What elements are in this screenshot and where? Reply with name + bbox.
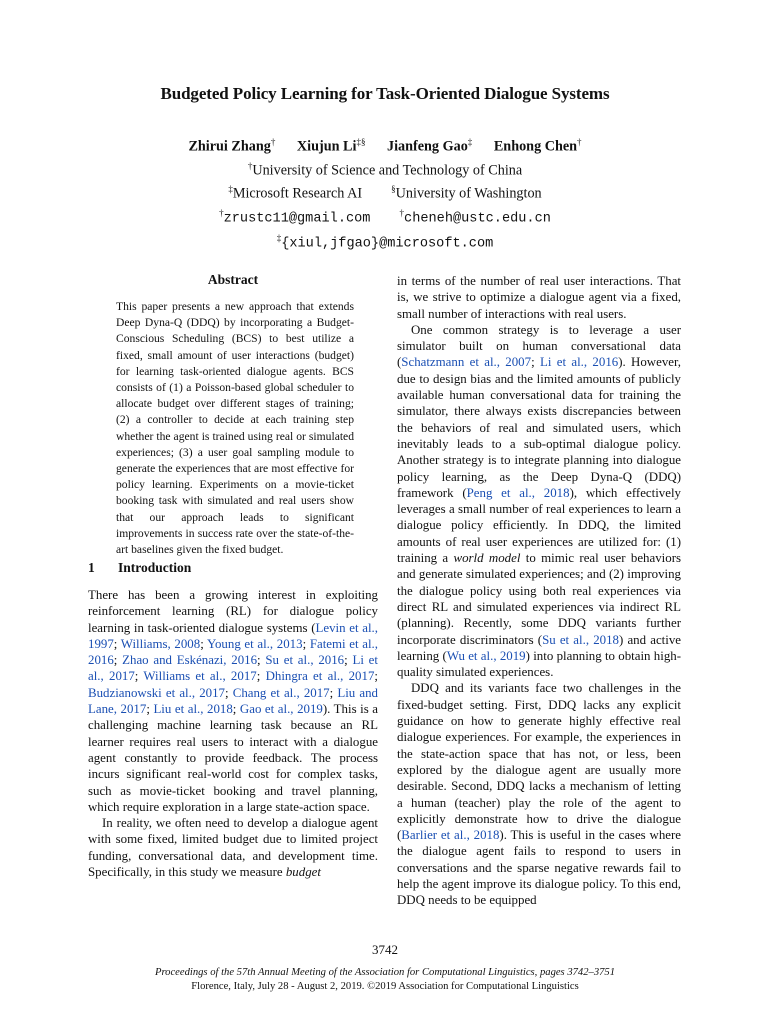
author-mark: ‡§	[356, 137, 366, 147]
citation-link[interactable]: Chang et al., 2017	[232, 685, 330, 700]
abstract-text: This paper presents a new approach that extends Deep Dyna-Q (DDQ) by incorporating a Budget-Conscious Scheduling (BCS) to best utilize a fixed, small amount of user interactions (budget) for learning task-oriented dialogue agents. BCS consists of (1) a Poisson-based global scheduler to allocate budget over different stages of training; (2) a controller to decide at each training step whether the agent is trained using real or simulated experiences; (3) a user goal sampling module to generate the experiences that are most effective for policy learning. Experiments on a movie-ticket booking task with simulated and real users show that our approach leads to significant improvements in success rate over the state-of-the-art baselines given the fixed budget.	[116, 300, 354, 557]
affiliation-line-1: †University of Science and Technology of China	[247, 160, 523, 179]
page-number: 3742	[372, 942, 398, 957]
author-mark: †	[270, 137, 276, 147]
citation-link[interactable]: Liu and Lane, 2017	[88, 685, 378, 717]
author-names	[0, 133, 770, 157]
paragraph-intro-4: DDQ and its variants face two challenges in the fixed-budget setting. First, DDQ lacks any explicit guidance on how to generate highly effective real dialogue experiences. For example, the experiences in the state-action space that has not, or less, been explored by the dialogue agent are usually more desirable. Second, DDQ lacks a mechanism of letting a human (teacher) play the role of the agent to explicitly demonstrate how to drive the dialogue (Barlier et al., 2018). This is useful in the cases where the dialogue agent fails to respond to users in conversations and the sparse negative rewards fail to help the agent improve its dialogue policy. To this end, DDQ needs to be equipped	[397, 681, 681, 908]
author-name: Enhong Chen	[493, 138, 578, 155]
citation-link[interactable]: Li et al., 2017	[88, 653, 378, 684]
citation-link[interactable]: Young et al., 2013	[206, 636, 303, 651]
abstract-heading: Abstract	[207, 272, 259, 287]
author-block	[0, 133, 770, 254]
affiliation: University of Washington	[395, 186, 542, 203]
citation-link[interactable]: Schatzmann et al., 2007	[401, 355, 532, 370]
proceedings-footer	[0, 966, 770, 994]
footer-line-1: Proceedings of the 57th Annual Meeting of the Association for Computational Linguistics, pages 3742–3751	[154, 967, 616, 978]
section-heading	[88, 560, 191, 576]
paragraph-intro-3: One common strategy is to leverage a user simulator built on human conversational data (Schatzmann et al., 2007; Li et al., 2016). However, due to design bias and the limited amounts of publicly available human conversational data for training the simulator, there always exists discrepancies between the behaviors of real and simulated users, which inevitably leads to a sub-optimal dialogue policy. Another strategy is to integrate planning into dialogue policy learning, as the Deep Dyna-Q (DDQ) framework (Peng et al., 2018), which effectively leverages a small number of real experiences to learn a dialogue policy efficiently. In DDQ, the limited amounts of real user experiences are utilized for: (1) training a world model to mimic real user behaviors and generate simulated experiences; and (2) improving the dialogue policy using both real experiences via direct RL and simulated experiences via indirect RL (planning). Recently, some DDQ variants further incorporate discriminators (Su et al., 2018) and active learning (Wu et al., 2019) into planning to obtain high-quality simulated experiences.	[397, 322, 682, 680]
citation-link[interactable]: Su et al., 2018	[542, 632, 619, 647]
affiliation: University of Science and Technology of China	[252, 162, 523, 179]
paragraph-intro-1: There has been a growing interest in exploiting reinforcement learning (RL) for dialogue policy learning in task-oriented dialogue systems (Levin et al., 1997; Williams, 2008; Young et al., 2013; Fatemi et al., 2016; Zhao and Eskénazi, 2016; Su et al., 2016; Li et al., 2017; Williams et al., 2017; Dhingra et al., 2017; Budzianowski et al., 2017; Chang et al., 2017; Liu and Lane, 2017; Liu et al., 2018; Gao et al., 2019). This is a challenging machine learning task because an RL learner requires real users to interact with a dialogue agent constantly to provide feedback. The process incurs significant real-world cost for complex tasks, such as movie-ticket booking and travel planning, which require exploration in a large state-action space.	[88, 588, 378, 814]
citation-link[interactable]: Budzianowski et al., 2017	[88, 685, 225, 700]
email: cheneh@ustc.edu.cn	[404, 211, 551, 227]
citation-link[interactable]: Levin et al., 1997	[88, 620, 378, 651]
citation-link[interactable]: Williams et al., 2017	[143, 669, 257, 684]
author-mark: ‡	[467, 137, 473, 147]
affiliation-line-2: ‡Microsoft Research AI §University of Washington	[228, 184, 542, 203]
paragraph-intro-2-cont: in terms of the number of real user interactions. That is, we strive to optimize a dialogue agent via a fixed, small number of interactions with real users.	[397, 274, 681, 321]
email-line-1: †zrustc11@gmail.com †cheneh@ustc.edu.cn	[219, 208, 551, 227]
email-line-2: ‡{xiul,jfgao}@microsoft.com	[276, 232, 494, 252]
email: {xiul,jfgao}@microsoft.com	[281, 236, 494, 252]
citation-link[interactable]: Fatemi et al., 2016	[88, 636, 378, 668]
citation-link[interactable]: Su et al., 2016	[265, 653, 345, 668]
citation-link[interactable]: Liu et al., 2018	[153, 702, 233, 717]
citation-link[interactable]: Dhingra et al., 2017	[265, 669, 375, 684]
author-name: Xiujun Li	[296, 138, 357, 155]
email: zrustc11@gmail.com	[223, 211, 371, 227]
left-column-text	[88, 587, 378, 880]
citation-link[interactable]: Williams, 2008	[120, 636, 201, 651]
author-name: Zhirui Zhang	[188, 138, 271, 155]
paragraph-intro-2: In reality, we often need to develop a dialogue agent with some fixed, limited budget due to limited project funding, conversational data, and development time. Specifically, in this study we measure budget	[88, 816, 378, 880]
paper-title: Budgeted Policy Learning for Task-Oriented Dialogue Systems	[160, 84, 610, 103]
citation-link[interactable]: Wu et al., 2019	[446, 648, 526, 663]
citation-link[interactable]: Barlier et al., 2018	[401, 828, 500, 843]
section-number: 1	[88, 560, 95, 575]
affiliation: Microsoft Research AI	[232, 186, 363, 203]
right-column-text	[397, 273, 681, 909]
citation-link[interactable]: Li et al., 2016	[539, 355, 619, 370]
author-mark: †	[577, 137, 582, 147]
citation-link[interactable]: Zhao and Eskénazi, 2016	[122, 653, 258, 668]
section-title: Introduction	[118, 560, 192, 575]
citation-link[interactable]: Gao et al., 2019	[239, 702, 323, 717]
author-name: Jianfeng Gao	[387, 138, 468, 155]
citation-link[interactable]: Peng et al., 2018	[466, 485, 570, 500]
footer-line-2: Florence, Italy, July 28 - August 2, 2019. ©2019 Association for Computational Linguistics	[191, 981, 579, 992]
